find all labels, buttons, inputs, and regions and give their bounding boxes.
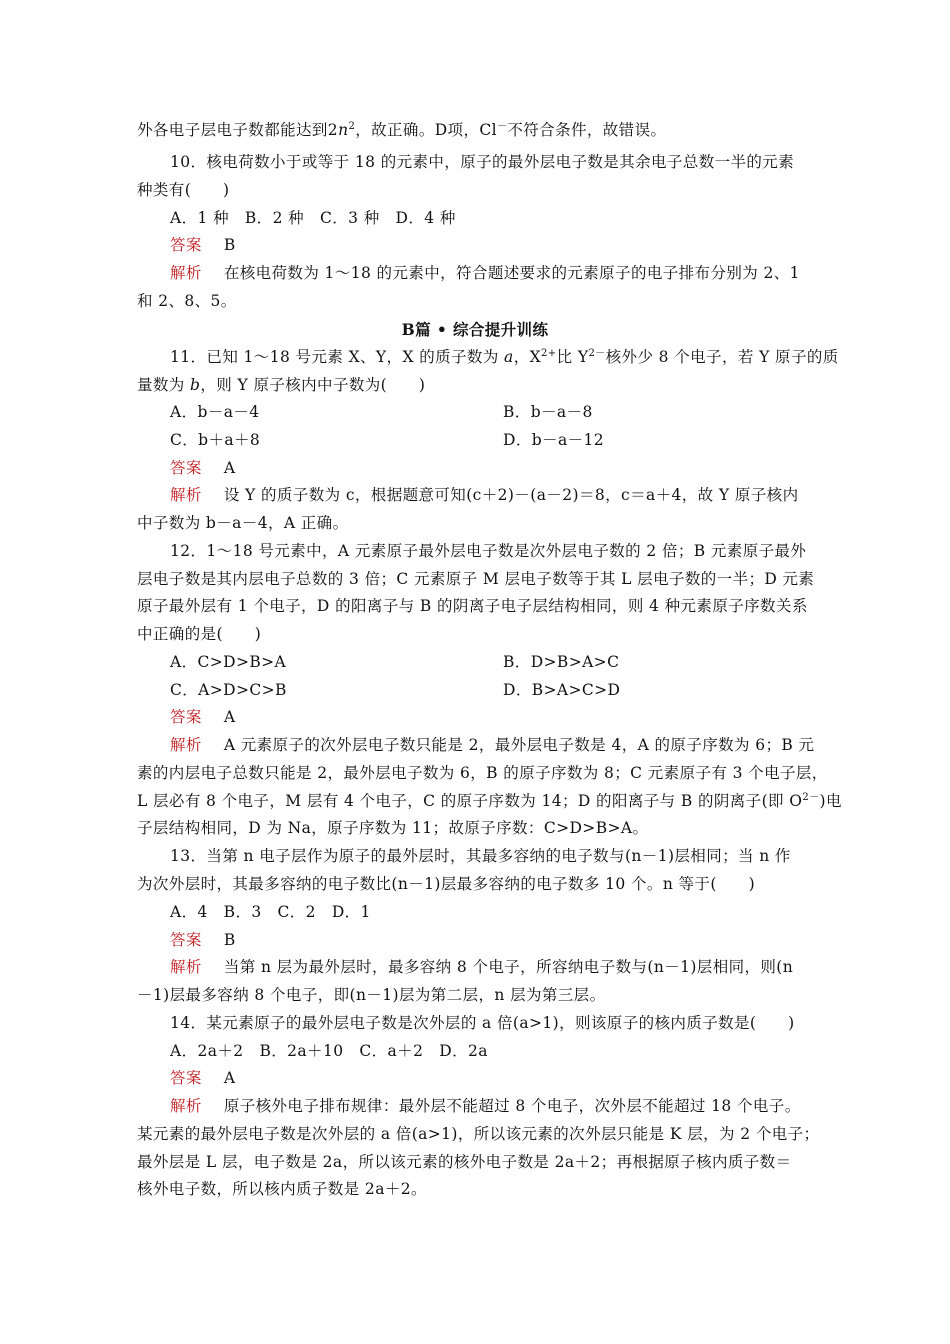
answer-label: 答案 — [170, 708, 202, 726]
option-b: B．D>B>A>C — [503, 653, 620, 671]
answer-line: 答案 A — [170, 708, 236, 726]
explanation-label: 解析 — [170, 958, 202, 976]
text-line: 最外层是 L 层，电子数是 2a，所以该元素的核外电子数是 2a＋2；再根据原子核内质子数＝ — [137, 1153, 792, 1171]
question-14: 14．某元素原子的最外层电子数是次外层的 a 倍(a>1)，则该原子的核内质子数是( ) — [170, 1014, 795, 1032]
answer-line: 答案 B — [170, 931, 236, 949]
text-line: L 层必有 8 个电子，M 层有 4 个电子，C 的原子序数为 14；D 的阳离子与 B 的阴离子(即 $O^{2-}$)电 — [137, 792, 842, 810]
question-12: 12．1～18 号元素中，A 元素原子最外层电子数是次外层电子数的 2 倍；B 元素原子最外 — [170, 542, 807, 560]
option-c: C．A>D>C>B — [170, 681, 287, 699]
explanation-label: 解析 — [170, 1097, 202, 1115]
text-line: 中正确的是( ) — [137, 625, 262, 643]
text-line: 中子数为 b－a－4，A 正确。 — [137, 514, 349, 532]
options: A．4 B．3 C．2 D．1 — [170, 903, 371, 921]
text-line: －1)层最多容纳 8 个电子，即(n－1)层为第二层，n 层为第三层。 — [137, 986, 606, 1004]
text-line: 原子最外层有 1 个电子，D 的阳离子与 B 的阴离子电子层结构相同，则 4 种元素原子序数关系 — [137, 597, 808, 615]
section-title: B篇 • 综合提升训练 — [401, 320, 549, 339]
text-line: 外各电子层电子数都能达到$2n^2$，故正确。D项，Cl－不符合条件，故错误。 — [137, 121, 667, 139]
answer-label: 答案 — [170, 931, 202, 949]
question-13: 13．当第 n 电子层作为原子的最外层时，其最多容纳的电子数与(n－1)层相同；当 n 作 — [170, 847, 791, 865]
text-line: 和 2、8、5。 — [137, 292, 237, 310]
question-10: 10．核电荷数小于或等于 18 的元素中，原子的最外层电子数是其余电子总数一半的元素 — [170, 153, 795, 171]
text-line: 种类有( ) — [137, 181, 230, 199]
explanation-line: 解析 在核电荷数为 1～18 的元素中，符合题述要求的元素原子的电子排布分别为 2、1 — [170, 264, 800, 282]
text-line: 层电子数是其内层电子总数的 3 倍；C 元素原子 M 层电子数等于其 L 层电子数的一半；D 元素 — [137, 570, 815, 588]
answer-line: 答案 A — [170, 459, 236, 477]
explanation-label: 解析 — [170, 736, 202, 754]
text-line: 量数为 b，则 Y 原子核内中子数为( ) — [137, 376, 426, 394]
answer-label: 答案 — [170, 459, 202, 477]
explanation-line: 解析 当第 n 层为最外层时，最多容纳 8 个电子，所容纳电子数与(n－1)层相同，则(n — [170, 958, 794, 976]
explanation-line: 解析 原子核外电子排布规律：最外层不能超过 8 个电子，次外层不能超过 18 个电子。 — [170, 1097, 801, 1115]
option-d: D．b－a－12 — [503, 431, 605, 449]
answer-label: 答案 — [170, 236, 202, 254]
options: A．1 种 B．2 种 C．3 种 D．4 种 — [170, 209, 456, 227]
question-11: 11．已知 1～18 号元素 X、Y，X 的质子数为 a，$X^{2+}$比 $Y^{2-}$核外少 8 个电子，若 Y 原子的质 — [170, 348, 839, 366]
option-a: A．C>D>B>A — [170, 653, 287, 671]
text-line: 某元素的最外层电子数是次外层的 a 倍(a>1)，所以该元素的次外层只能是 K 层，为 2 个电子； — [137, 1125, 820, 1143]
text-line: 子层结构相同，D 为 Na，原子序数为 11；故原子序数：C>D>B>A。 — [137, 819, 649, 837]
text-line: 核外电子数，所以核内质子数是 2a＋2。 — [137, 1180, 427, 1198]
answer-label: 答案 — [170, 1069, 202, 1087]
option-b: B．b－a－8 — [503, 403, 593, 421]
options: A．2a＋2 B．2a＋10 C．a＋2 D．2a — [170, 1042, 488, 1060]
explanation-line: 解析 设 Y 的质子数为 c，根据题意可知(c＋2)－(a－2)＝8，c＝a＋4，故 Y 原子核内 — [170, 486, 799, 504]
option-d: D．B>A>C>D — [503, 681, 621, 699]
answer-line: 答案 B — [170, 236, 236, 254]
option-a: A．b－a－4 — [170, 403, 260, 421]
text-line: 素的内层电子总数只能是 2，最外层电子数为 6，B 的原子序数为 8；C 元素原子有 3 个电子层， — [137, 764, 828, 782]
option-c: C．b＋a＋8 — [170, 431, 261, 449]
explanation-label: 解析 — [170, 486, 202, 504]
explanation-line: 解析 A 元素原子的次外层电子数只能是 2，最外层电子数是 4，A 的原子序数为 6；B 元 — [170, 736, 815, 754]
text-line: 为次外层时，其最多容纳的电子数比(n－1)层最多容纳的电子数多 10 个。n 等于( ) — [137, 875, 756, 893]
answer-line: 答案 A — [170, 1069, 236, 1087]
explanation-label: 解析 — [170, 264, 202, 282]
